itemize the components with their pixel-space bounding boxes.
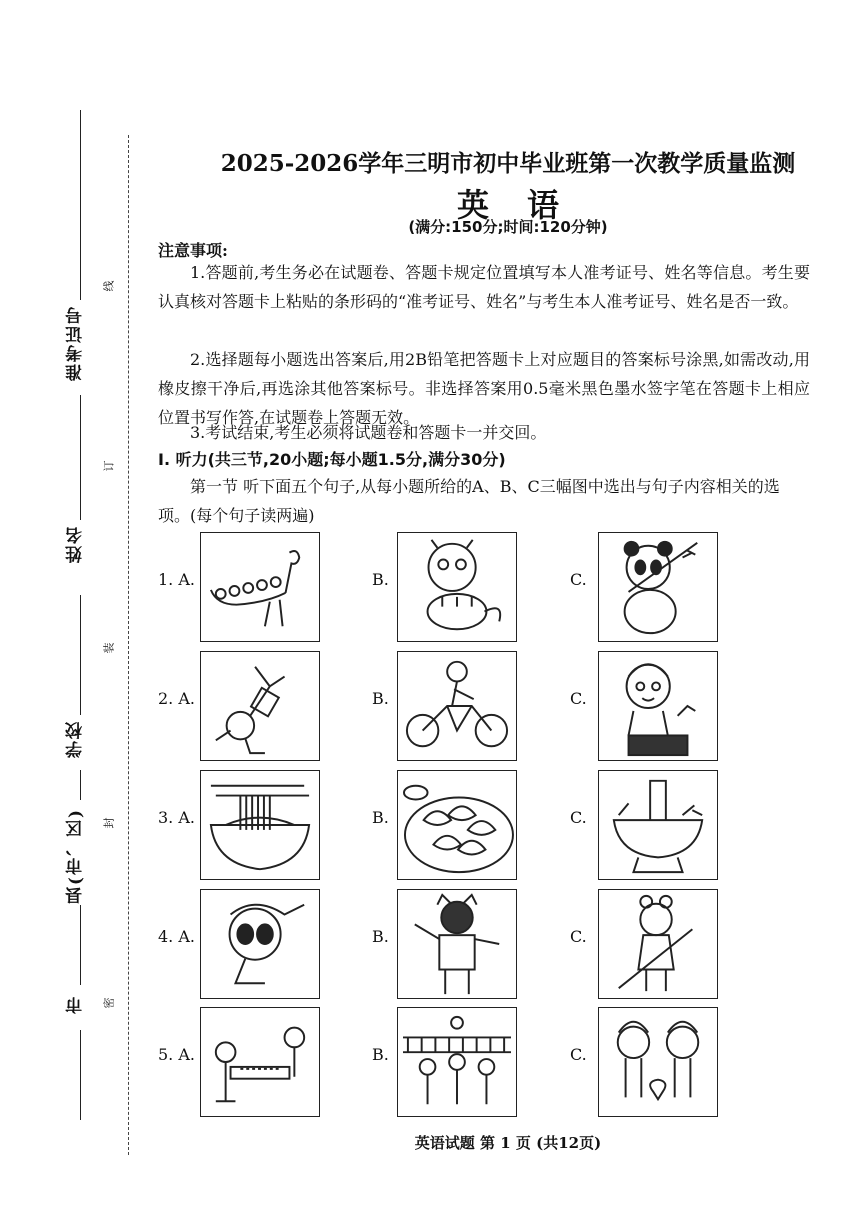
seal-char-feng: 封 bbox=[102, 817, 116, 829]
note-3: 3.考试结束,考生必须将试题卷和答题卡一并交回。 bbox=[190, 423, 547, 442]
county-label: 县(市、区) bbox=[66, 808, 86, 905]
hotpot-icon bbox=[598, 770, 718, 880]
notes-heading: 注意事项: bbox=[158, 241, 228, 260]
question-2-option-c-label: C. bbox=[570, 689, 587, 708]
question-4-option-c-label: C. bbox=[570, 927, 587, 946]
score-time: (满分:150分;时间:120分钟) bbox=[408, 218, 608, 236]
seal-char-line: 线 bbox=[102, 280, 116, 292]
breakdance-icon bbox=[200, 651, 320, 761]
friends-icon bbox=[598, 1007, 718, 1117]
school-line bbox=[80, 595, 81, 715]
speech-icon bbox=[598, 651, 718, 761]
seal-char-mi: 密 bbox=[102, 997, 116, 1009]
question-3-option-a-label: 3. A. bbox=[158, 808, 195, 827]
city-label: 市 bbox=[66, 995, 86, 1014]
question-1-option-c-label: C. bbox=[570, 570, 587, 589]
exam-number-label: 准考证号 bbox=[66, 305, 86, 381]
question-4-option-b-label: B. bbox=[372, 927, 389, 946]
nezha-icon bbox=[598, 889, 718, 999]
question-4-option-a-label: 4. A. bbox=[158, 927, 195, 946]
question-5-option-c-label: C. bbox=[570, 1045, 587, 1064]
peacock-icon bbox=[200, 532, 320, 642]
black-cat-detective-icon bbox=[397, 889, 517, 999]
school-label: 学校 bbox=[66, 720, 86, 758]
seal-char-zhuang: 装 bbox=[102, 642, 116, 654]
dumplings-icon bbox=[397, 770, 517, 880]
page-footer: 英语试题 第 1 页 (共12页) bbox=[414, 1134, 602, 1152]
subject-title: 英语 bbox=[456, 186, 597, 224]
monkey-king-icon bbox=[200, 889, 320, 999]
city-line bbox=[80, 905, 81, 985]
bottom-line bbox=[80, 1030, 81, 1120]
section-title: I. 听力(共三节,20小题;每小题1.5分,满分30分) bbox=[158, 450, 506, 469]
noodles-icon bbox=[200, 770, 320, 880]
binding-dashed-line bbox=[128, 135, 129, 1155]
question-2-option-a-label: 2. A. bbox=[158, 689, 195, 708]
exam-number-line bbox=[80, 110, 81, 300]
name-line bbox=[80, 395, 81, 520]
question-1-option-a-label: 1. A. bbox=[158, 570, 195, 589]
question-3-option-c-label: C. bbox=[570, 808, 587, 827]
question-1-option-b-label: B. bbox=[372, 570, 389, 589]
question-3-option-b-label: B. bbox=[372, 808, 389, 827]
note-2: 2.选择题每小题选出答案后,用2B铅笔把答题卡上对应题目的答案标号涂黑,如需改动,用橡皮擦干净后,再选涂其他答案标号。非选择答案用0.5毫米黑色墨水签字笔在答题卡上相应位置书写作答,在试题卷上答题无效。 bbox=[158, 350, 810, 427]
panda-icon bbox=[598, 532, 718, 642]
name-label: 姓名 bbox=[66, 525, 86, 563]
tiger-icon bbox=[397, 532, 517, 642]
seal-char-ding: 订 bbox=[102, 460, 116, 472]
question-2-option-b-label: B. bbox=[372, 689, 389, 708]
part-instructions: 第一节 听下面五个句子,从每小题所给的A、B、C三幅图中选出与句子内容相关的选项。(每个句子读两遍) bbox=[158, 477, 780, 525]
exam-title: 2025-2026学年三明市初中毕业班第一次教学质量监测 bbox=[220, 150, 796, 177]
county-line bbox=[80, 770, 81, 800]
question-5-option-b-label: B. bbox=[372, 1045, 389, 1064]
question-5-option-a-label: 5. A. bbox=[158, 1045, 195, 1064]
cycling-icon bbox=[397, 651, 517, 761]
volleyball-icon bbox=[397, 1007, 517, 1117]
chess-icon bbox=[200, 1007, 320, 1117]
note-1: 1.答题前,考生务必在试题卷、答题卡规定位置填写本人准考证号、姓名等信息。考生要认真核对答题卡上粘贴的条形码的“准考证号、姓名”与考生本人准考证号、姓名是否一致。 bbox=[158, 263, 810, 311]
